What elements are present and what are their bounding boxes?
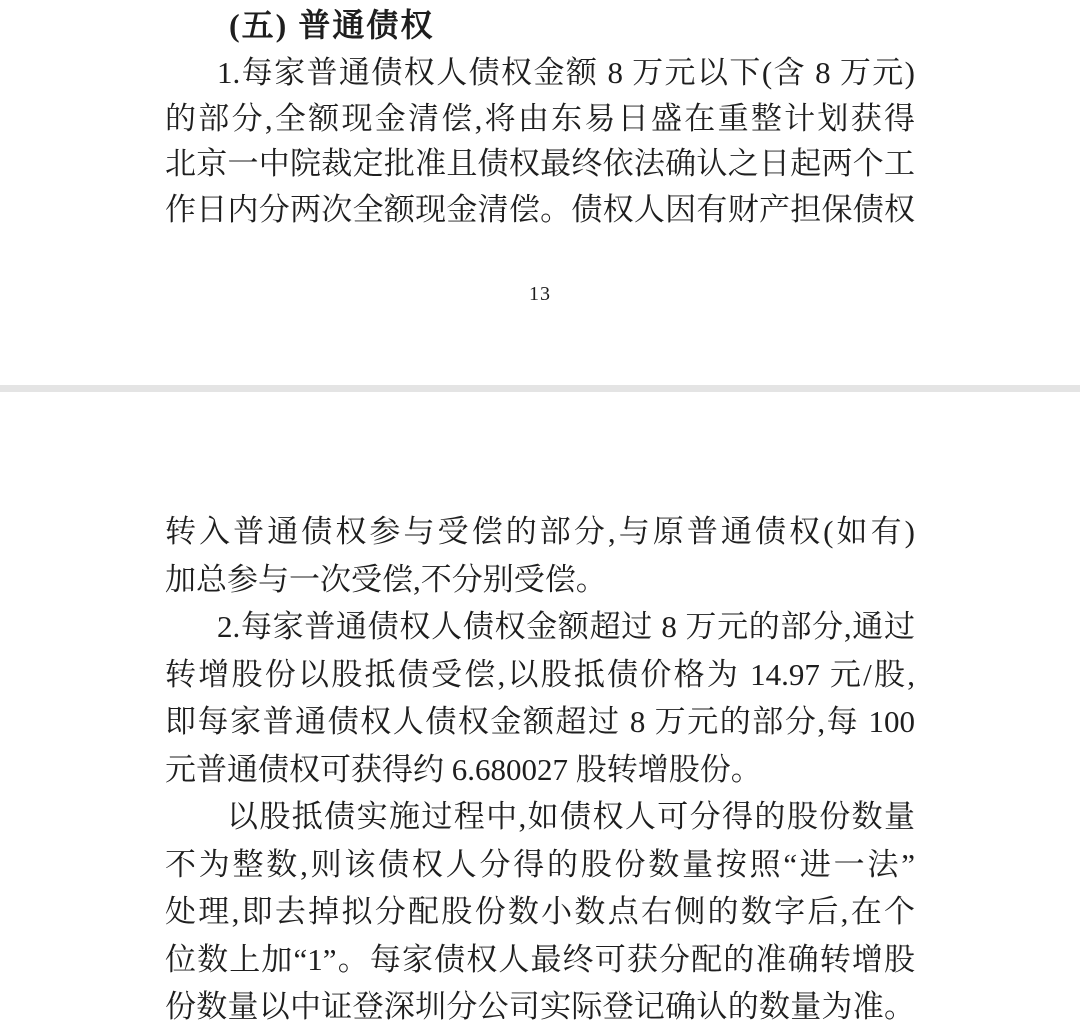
- text-line: 作日内分两次全额现金清偿。债权人因有财产担保债权: [165, 191, 915, 227]
- text-line: 份数量以中证登深圳分公司实际登记确认的数量为准。: [165, 989, 915, 1022]
- text-line: 元普通债权可获得约 6.680027 股转增股份。: [165, 751, 762, 787]
- text-line: 1.每家普通债权人债权金额 8 万元以下(含 8 万元): [217, 55, 915, 90]
- text-line: 转增股份以股抵债受偿,以股抵债价格为 14.97 元/股,: [165, 656, 915, 692]
- text-line: 转入普通债权参与受偿的部分,与原普通债权(如有): [165, 514, 915, 549]
- section-heading: (五) 普通债权: [229, 7, 435, 43]
- page-number: 13: [529, 283, 551, 305]
- text-line: 以股抵债实施过程中,如债权人可分得的股份数量: [227, 799, 915, 834]
- document-page-13: [0, 0, 1080, 385]
- text-line: 加总参与一次受偿,不分别受偿。: [165, 561, 607, 597]
- text-line: 处理,即去掉拟分配股份数小数点右侧的数字后,在个: [165, 894, 915, 929]
- text-line: 的部分,全额现金清偿,将由东易日盛在重整计划获得: [165, 100, 915, 136]
- text-line: 不为整数,则该债权人分得的股份数量按照“进一法”: [165, 846, 915, 882]
- text-line: 即每家普通债权人债权金额超过 8 万元的部分,每 100: [165, 704, 915, 739]
- document-page-14: [0, 392, 1080, 1022]
- text-line: 北京一中院裁定批准且债权最终依法确认之日起两个工: [165, 146, 915, 181]
- text-line: 2.每家普通债权人债权金额超过 8 万元的部分,通过: [217, 609, 915, 644]
- text-line: 位数上加“1”。每家债权人最终可获分配的准确转增股: [165, 941, 915, 977]
- page-separator: [0, 385, 1080, 392]
